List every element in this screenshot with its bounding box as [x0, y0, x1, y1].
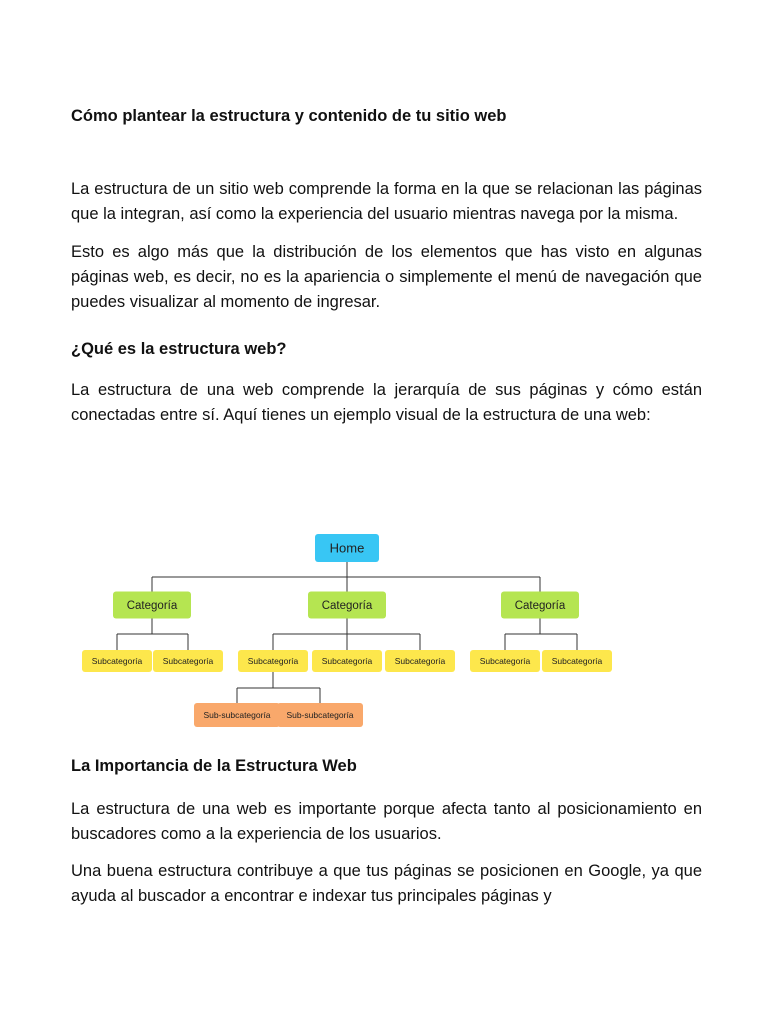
node-subsubcategory-2-label: Sub-subcategoría [286, 709, 354, 720]
node-category-3-label: Categoría [514, 600, 566, 613]
heading-what-is-web-structure: ¿Qué es la estructura web? [71, 340, 287, 358]
node-subcategory-2-3-label: Subcategoría [394, 655, 446, 666]
document-body-upper [71, 104, 702, 428]
node-category-2-label: Categoría [321, 600, 373, 613]
paragraph-good-structure: Una buena estructura contribuye a que tus páginas se posicionen en Google, ya que ayuda al buscador a encontrar e indexar tus principales páginas y [71, 862, 702, 905]
node-home-label: Home [329, 540, 365, 556]
node-subsubcategory-2 [277, 703, 363, 727]
paragraph-importance: La estructura de una web es importante porque afecta tanto al posicionamiento en buscadores como a la experiencia de los usuarios. [71, 800, 702, 843]
node-subcategory-3-1 [470, 650, 540, 672]
paragraph-site-structure: La estructura de un sitio web comprende la forma en la que se relacionan las páginas que la integran, así como la experiencia del usuario mientras navega por la misma. [71, 180, 702, 223]
node-subcategory-1-1 [82, 650, 152, 672]
node-subcategory-1-1-label: Subcategoría [91, 655, 143, 666]
document-title: Cómo plantear la estructura y contenido de tu sitio web [71, 107, 507, 125]
node-category-3 [501, 592, 579, 619]
node-subcategory-2-1 [238, 650, 308, 672]
node-subcategory-3-2-label: Subcategoría [551, 655, 603, 666]
node-subcategory-2-2-label: Subcategoría [321, 655, 373, 666]
paragraph-hierarchy: La estructura de una web comprende la jerarquía de sus páginas y cómo están conectadas entre sí. Aquí tienes un ejemplo visual de la estructura de una web: [71, 381, 702, 424]
node-category-1-label: Categoría [126, 600, 178, 613]
node-subcategory-2-3 [385, 650, 455, 672]
node-subcategory-2-1-label: Subcategoría [247, 655, 299, 666]
node-subsubcategory-1-label: Sub-subcategoría [203, 709, 271, 720]
paragraph-beyond-layout: Esto es algo más que la distribución de los elementos que has visto en algunas páginas web, es decir, no es la apariencia o simplemente el menú de navegación que puedes visualizar al momento de ingresar. [71, 243, 702, 311]
document-body-lower [71, 754, 702, 909]
node-home [315, 534, 379, 562]
node-category-2 [308, 592, 386, 619]
site-structure-diagram [0, 520, 768, 740]
node-subcategory-2-2 [312, 650, 382, 672]
heading-importance: La Importancia de la Estructura Web [71, 757, 357, 775]
node-subcategory-1-2-label: Subcategoría [162, 655, 214, 666]
node-category-1 [113, 592, 191, 619]
node-subcategory-1-2 [153, 650, 223, 672]
node-subsubcategory-1 [194, 703, 280, 727]
site-structure-tree [0, 520, 768, 740]
node-subcategory-3-1-label: Subcategoría [479, 655, 531, 666]
node-subcategory-3-2 [542, 650, 612, 672]
